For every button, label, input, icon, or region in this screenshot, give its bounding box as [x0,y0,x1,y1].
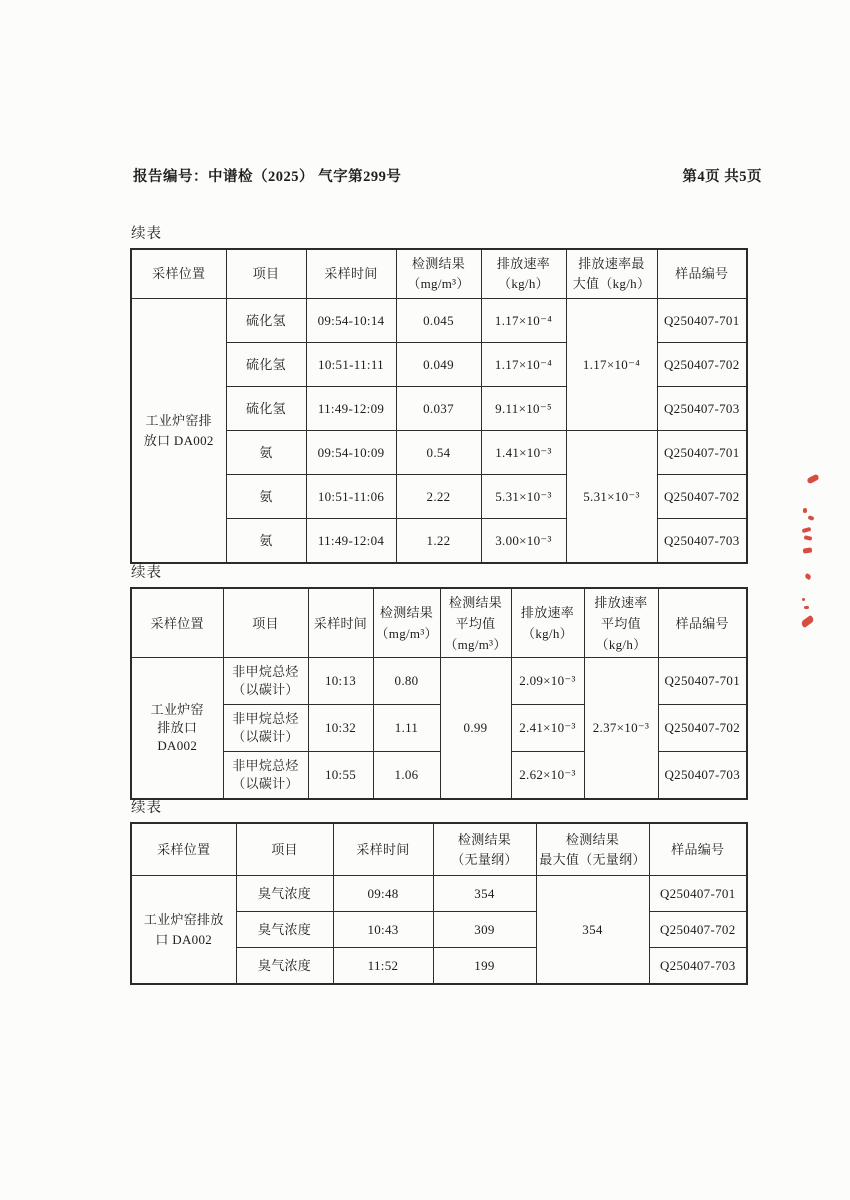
seal-stroke [802,598,805,601]
col-header-result [433,823,536,876]
seal-stroke [804,573,812,580]
cell-item: 硫化氢 [226,299,306,343]
cell-rate: 9.11×10⁻⁵ [481,387,566,431]
page-number: 第4页 共5页 [682,169,762,185]
col-header-result-max-line1: 检测结果 [565,831,620,847]
cell-rate: 1.41×10⁻³ [481,431,566,475]
cell-result: 0.54 [396,431,481,475]
seal-stroke [802,527,812,533]
col-header-result-line2: （无量纲） [451,851,518,867]
table3-section [130,796,746,985]
cell-result: 1.11 [373,705,440,752]
cell-time: 09:54-10:09 [306,431,396,475]
cell-rate: 5.31×10⁻³ [481,475,566,519]
cell-location [131,876,236,985]
col-header-rate-max-line2: 大值（kg/h） [572,276,651,291]
cell-location [131,658,223,800]
cell-item: 硫化氢 [226,343,306,387]
page-header [133,165,762,186]
cell-rate: 2.09×10⁻³ [511,658,584,705]
cell-item: 硫化氢 [226,387,306,431]
col-header-result [396,249,481,299]
col-header-rate-avg-line1: 排放速率 [594,594,648,610]
cell-sample: Q250407-703 [657,519,747,564]
cell-time: 10:32 [308,705,373,752]
cell-sample: Q250407-702 [649,912,747,948]
col-header-rate-avg-line2: 平均值 [601,615,641,631]
col-header-item: 项目 [226,249,306,299]
cell-sample: Q250407-701 [657,431,747,475]
cell-item: 臭气浓度 [236,876,333,912]
col-header-result-line1: 检测结果 [379,605,434,620]
col-header-location: 采样位置 [131,249,226,299]
col-header-result-line1: 检测结果 [411,256,466,271]
cell-result: 0.80 [373,658,440,705]
cell-rate: 1.17×10⁻⁴ [481,343,566,387]
cell-time: 10:51-11:11 [306,343,396,387]
table1-continuation-label: 续表 [131,226,162,242]
col-header-sample: 样品编号 [657,249,747,299]
cell-time: 10:51-11:06 [306,475,396,519]
cell-sample: Q250407-703 [649,948,747,985]
seal-stroke [800,615,815,628]
cell-sample: Q250407-703 [657,387,747,431]
cell-item [223,705,308,752]
cell-result: 0.037 [396,387,481,431]
cell-location-line1: 工业炉窑排放 [143,911,224,927]
col-header-result-max [536,823,649,876]
table1-section [130,222,746,564]
col-header-location: 采样位置 [131,823,236,876]
col-header-sample: 样品编号 [658,588,747,658]
cell-time: 09:48 [333,876,433,912]
cell-item: 臭气浓度 [236,912,333,948]
col-header-result-line1: 检测结果 [457,831,512,847]
cell-location-line1: 工业炉窑排 [145,412,212,428]
cell-item-line1: 非甲烷总烃 [232,664,299,679]
cell-result: 1.22 [396,519,481,564]
cell-item: 氨 [226,519,306,564]
col-header-time: 采样时间 [333,823,433,876]
cell-result-avg: 0.99 [440,658,511,800]
table3-continuation-label: 续表 [131,800,162,816]
col-header-time: 采样时间 [308,588,373,658]
cell-rate: 2.62×10⁻³ [511,752,584,800]
cell-time: 10:43 [333,912,433,948]
cell-sample: Q250407-702 [658,705,747,752]
cell-sample: Q250407-702 [657,475,747,519]
cell-time: 09:54-10:14 [306,299,396,343]
col-header-rate-line2: （kg/h） [498,276,549,291]
cell-item-line1: 非甲烷总烃 [232,758,299,773]
table2-section [130,561,746,800]
col-header-result-avg-line3: （mg/m³） [444,636,507,652]
col-header-rate-line1: 排放速率 [496,256,551,271]
cell-location-line2: 口 DA002 [155,931,213,947]
cell-rate-max: 5.31×10⁻³ [566,431,657,564]
cell-item: 氨 [226,431,306,475]
cell-rate: 1.17×10⁻⁴ [481,299,566,343]
cell-rate: 2.41×10⁻³ [511,705,584,752]
col-header-result-max-line2: 最大值（无量纲） [539,851,646,867]
cell-sample: Q250407-701 [658,658,747,705]
cell-result: 0.049 [396,343,481,387]
col-header-result-line2: （mg/m³） [407,276,470,291]
cell-item-line1: 非甲烷总烃 [232,711,299,726]
cell-item-line2: （以碳计） [232,729,299,744]
cell-item [223,752,308,800]
cell-rate-max: 1.17×10⁻⁴ [566,299,657,431]
cell-rate-avg: 2.37×10⁻³ [584,658,658,800]
cell-location [131,299,226,564]
seal-stroke [803,547,813,553]
cell-sample: Q250407-703 [658,752,747,800]
cell-result: 354 [433,876,536,912]
col-header-rate [511,588,584,658]
continuation-table-1 [130,248,748,564]
cell-sample: Q250407-702 [657,343,747,387]
cell-time: 11:49-12:09 [306,387,396,431]
seal-stroke [806,474,819,485]
col-header-rate-max-line1: 排放速率最 [578,256,645,271]
cell-location-line2: 放口 DA002 [143,432,214,448]
continuation-table-2 [130,587,748,800]
col-header-rate-avg-line3: （kg/h） [595,636,647,652]
cell-time: 10:13 [308,658,373,705]
cell-time: 11:52 [333,948,433,985]
cell-time: 10:55 [308,752,373,800]
cell-location-line3: DA002 [157,738,198,753]
seal-stroke [807,515,814,521]
cell-time: 11:49-12:04 [306,519,396,564]
continuation-table-3 [130,822,748,985]
cell-rate: 3.00×10⁻³ [481,519,566,564]
col-header-rate [481,249,566,299]
red-seal-fragment-icon [795,470,829,635]
col-header-result-line2: （mg/m³） [375,626,438,641]
col-header-time: 采样时间 [306,249,396,299]
cell-item [223,658,308,705]
cell-result: 2.22 [396,475,481,519]
cell-location-line2: 排放口 [157,720,198,735]
col-header-result-avg-line2: 平均值 [455,615,496,631]
cell-item: 氨 [226,475,306,519]
cell-item: 臭气浓度 [236,948,333,985]
seal-stroke [803,508,807,513]
col-header-rate-max [566,249,657,299]
cell-item-line2: （以碳计） [232,776,299,791]
seal-stroke [804,535,813,541]
col-header-item: 项目 [223,588,308,658]
seal-stroke [804,606,809,609]
col-header-rate-avg [584,588,658,658]
cell-location-line1: 工业炉窑 [150,702,204,717]
col-header-rate-line1: 排放速率 [520,605,575,620]
cell-result: 309 [433,912,536,948]
col-header-result-avg [440,588,511,658]
col-header-sample: 样品编号 [649,823,747,876]
report-number: 报告编号：中谱检（2025） 气字第299号 [133,169,402,185]
cell-item-line2: （以碳计） [232,682,299,697]
col-header-result [373,588,440,658]
cell-result: 1.06 [373,752,440,800]
col-header-item: 项目 [236,823,333,876]
col-header-rate-line2: （kg/h） [522,626,573,641]
cell-sample: Q250407-701 [657,299,747,343]
cell-sample: Q250407-701 [649,876,747,912]
col-header-location: 采样位置 [131,588,223,658]
cell-result: 199 [433,948,536,985]
table2-continuation-label: 续表 [131,565,162,581]
cell-result-max: 354 [536,876,649,985]
cell-result: 0.045 [396,299,481,343]
col-header-result-avg-line1: 检测结果 [448,594,503,610]
